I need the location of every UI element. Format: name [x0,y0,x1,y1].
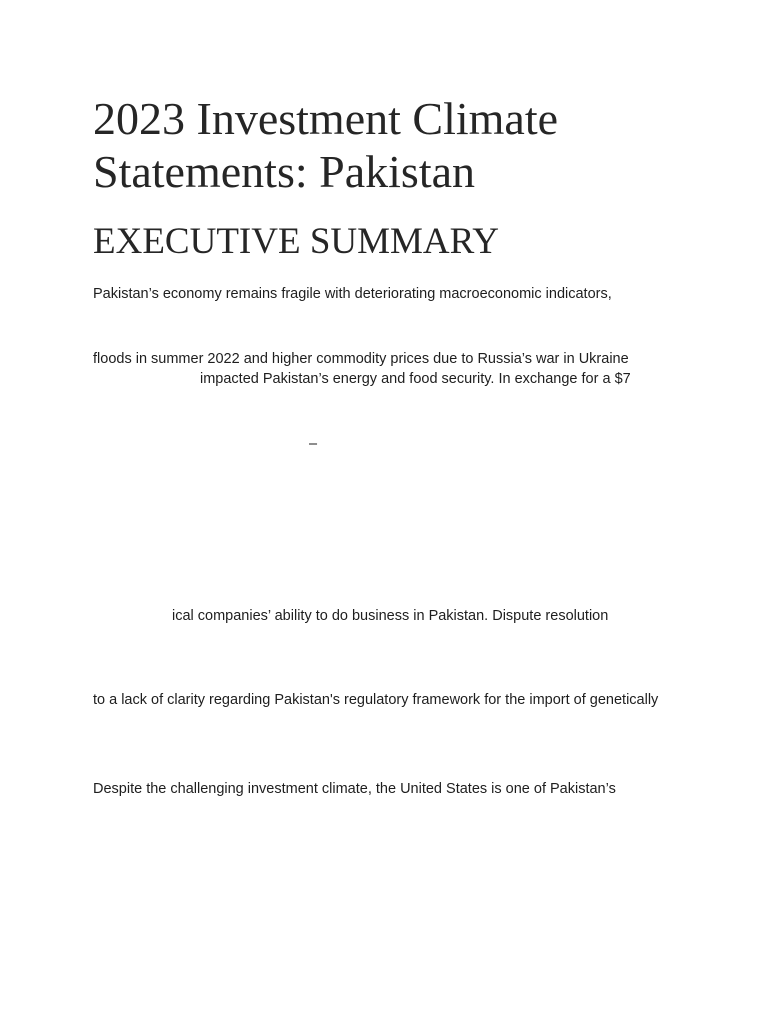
paragraph-line-floods: floods in summer 2022 and higher commodity prices due to Russia’s war in Ukraine [93,351,629,367]
paragraph-line-investment: Despite the challenging investment climate, the United States is one of Pakistan’s [93,781,616,797]
section-heading-executive-summary: EXECUTIVE SUMMARY [93,221,499,262]
paragraph-line-companies: ical companies’ ability to do business in Pakistan. Dispute resolution [172,608,609,624]
document-title [93,92,558,198]
document-title-line-2: Statements: Pakistan [93,146,476,197]
paragraph-line-economy: Pakistan’s economy remains fragile with deteriorating macroeconomic indicators, [93,286,612,302]
paragraph-line-regulatory: to a lack of clarity regarding Pakistan's regulatory framework for the import of genetically [93,692,659,708]
paragraph-line-dash: – [309,436,318,452]
document-title-line-1: 2023 Investment Climate [93,93,559,144]
paragraph-line-energy: impacted Pakistan’s energy and food security. In exchange for a $7 [200,371,631,387]
